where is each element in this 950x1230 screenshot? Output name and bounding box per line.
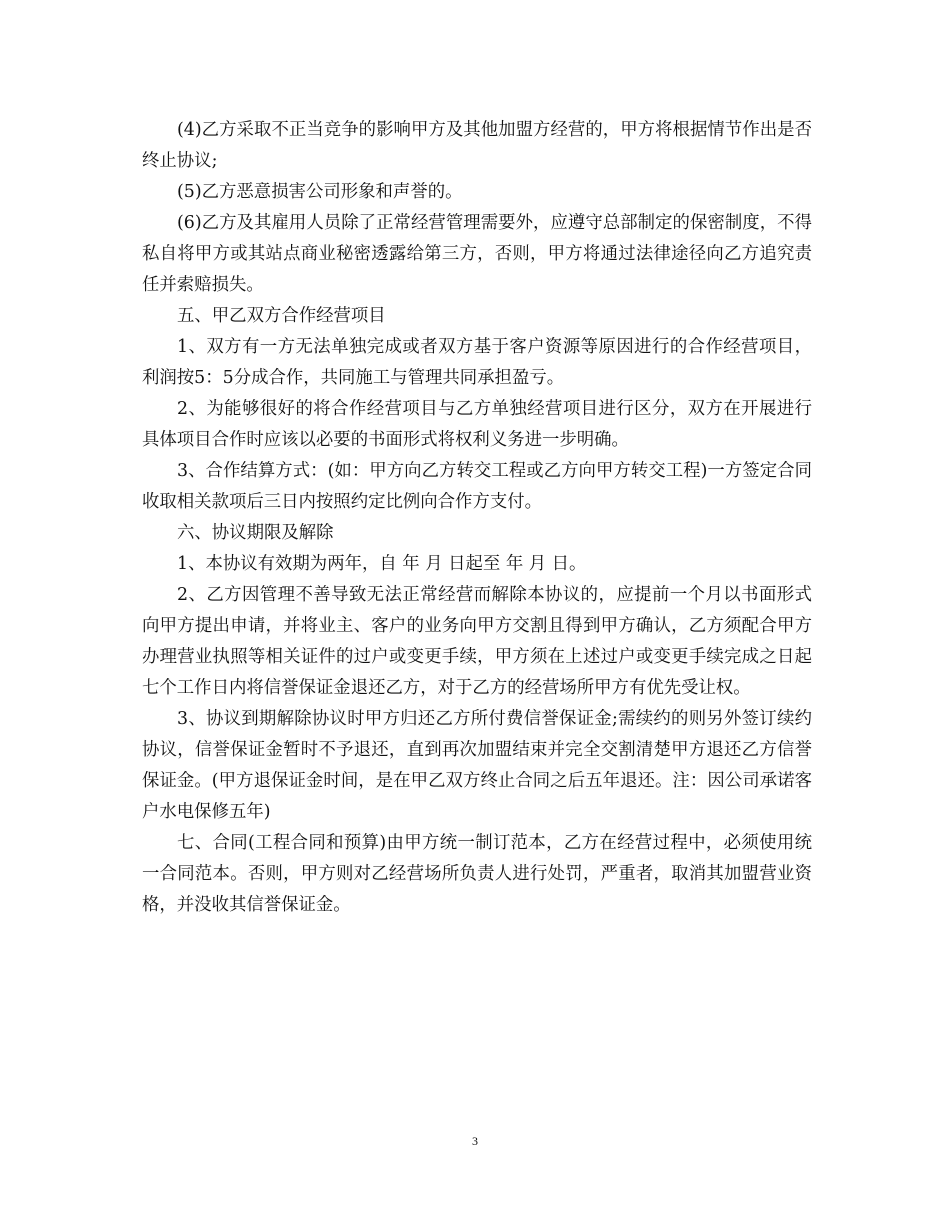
- page-number: 3: [472, 1134, 478, 1148]
- paragraph-term-2: 2、乙方因管理不善导致无法正常经营而解除本协议的，应提前一个月以书面形式向甲方提出申请，并将业主、客户的业务向甲方交割且得到甲方确认，乙方须配合甲方办理营业执照等相关证件的过户或变更手续，甲方须在上述过户或变更手续完成之日起七个工作日内将信誉保证金退还乙方，对于乙方的经营场所甲方有优先受让权。: [142, 585, 812, 698]
- paragraph-clause-4: (4)乙方采取不正当竞争的影响甲方及其他加盟方经营的，甲方将根据情节作出是否终止协议;: [142, 120, 812, 171]
- section-heading-6: 六、协议期限及解除: [177, 523, 334, 543]
- paragraph-clause-6: (6)乙方及其雇用人员除了正常经营管理需要外，应遵守总部制定的保密制度，不得私自将甲方或其站点商业秘密透露给第三方，否则，甲方将通过法律途径向乙方追究责任并索赔损失。: [142, 213, 812, 295]
- paragraph-cooperation-3: 3、合作结算方式：(如：甲方向乙方转交工程或乙方向甲方转交工程)一方签定合同收取相关款项后三日内按照约定比例向合作方支付。: [142, 461, 812, 512]
- document-body: [142, 115, 812, 921]
- section-heading-5: 五、甲乙双方合作经营项目: [177, 306, 386, 326]
- paragraph-term-1: 1、本协议有效期为两年，自 年 月 日起至 年 月 日。: [177, 554, 587, 574]
- section-heading-7: 七、合同(工程合同和预算)由甲方统一制订范本，乙方在经营过程中，必须使用统一合同范本。否则，甲方则对乙经营场所负责人进行处罚，严重者，取消其加盟营业资格，并没收其信誉保证金。: [142, 833, 812, 915]
- paragraph-cooperation-1: 1、双方有一方无法单独完成或者双方基于客户资源等原因进行的合作经营项目，利润按5：5分成合作，共同施工与管理共同承担盈亏。: [142, 337, 812, 388]
- paragraph-term-3: 3、协议到期解除协议时甲方归还乙方所付费信誉保证金;需续约的则另外签订续约协议，信誉保证金暂时不予退还，直到再次加盟结束并完全交割清楚甲方退还乙方信誉保证金。(甲方退保证金时间，是在甲乙双方终止合同之后五年退还。注：因公司承诺客户水电保修五年): [142, 709, 812, 822]
- paragraph-clause-5: (5)乙方恶意损害公司形象和声誉的。: [177, 182, 463, 202]
- paragraph-cooperation-2: 2、为能够很好的将合作经营项目与乙方单独经营项目进行区分，双方在开展进行具体项目合作时应该以必要的书面形式将权利义务进一步明确。: [142, 399, 812, 450]
